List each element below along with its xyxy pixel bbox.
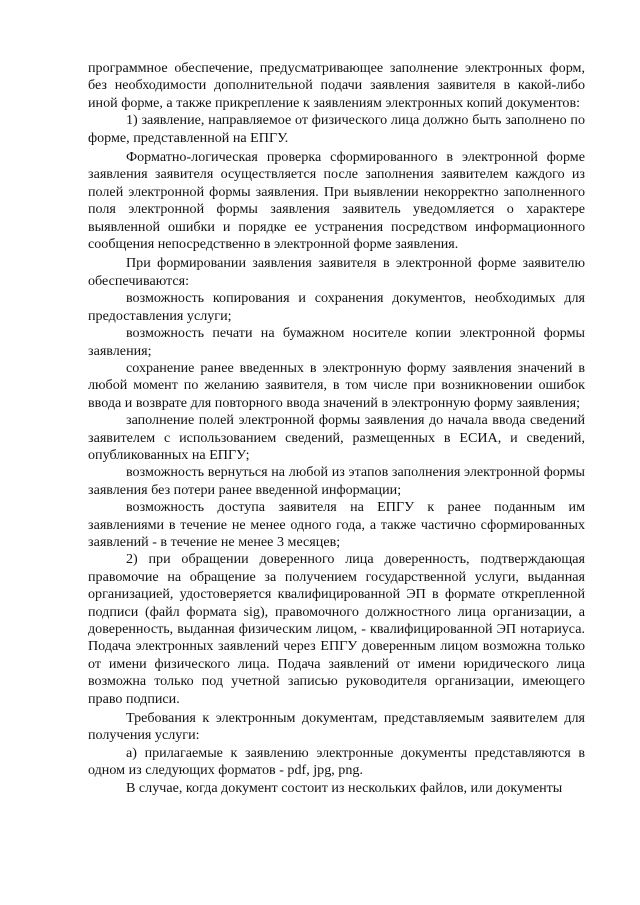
- document-page: [88, 60, 585, 797]
- list-item: сохранение ранее введенных в электронную форму заявления значений в любой момент по желанию заявителя, в том числе при возникновении ошибок ввода и возврате для повторного ввода значений в электронную форму заявления;: [88, 359, 585, 411]
- paragraph: В случае, когда документ состоит из нескольких файлов, или документы: [126, 779, 563, 796]
- paragraph: При формировании заявления заявителя в электронной форме заявителю обеспечиваются:: [88, 255, 585, 289]
- paragraph: 2) при обращении доверенного лица доверенность, подтверждающая правомочие на обращение за получением государственной услуги, выданная организацией, удостоверяется квалифицированной ЭП в формате открепленной подписи (файл формата sig), правомочного должностного лица организации, а доверенность, выданная физическим лицом, - квалифицированной ЭП нотариуса. Подача электронных заявлений через ЕПГУ доверенным лицом возможна только от имени физического лица. Подача заявлений от имени юридического лица возможна только под учетной записью руководителя организации, имеющего право подписи.: [88, 551, 585, 707]
- list-item: возможность печати на бумажном носителе копии электронной формы заявления;: [88, 325, 585, 359]
- paragraph: 1) заявление, направляемое от физического лица должно быть заполнено по форме, представленной на ЕПГУ.: [88, 112, 585, 146]
- paragraph: Требования к электронным документам, представляемым заявителем для получения услуги:: [88, 710, 585, 744]
- paragraph: Форматно-логическая проверка сформированного в электронной форме заявления заявителя осуществляется после заполнения заявителем каждого из полей электронной формы заявления. При выявлении некорректно заполненного поля электронной формы заявления заявитель уведомляется о характере выявленной ошибки и порядке ее устранения посредством информационного сообщения непосредственно в электронной форме заявления.: [88, 149, 585, 253]
- list-item: заполнение полей электронной формы заявления до начала ввода сведений заявителем с использованием сведений, размещенных в ЕСИА, и сведений, опубликованных на ЕПГУ;: [88, 412, 585, 463]
- list-item: а) прилагаемые к заявлению электронные документы представляются в одном из следующих форматов - pdf, jpg, png.: [88, 744, 585, 779]
- paragraph: программное обеспечение, предусматривающее заполнение электронных форм, без необходимости дополнительной подачи заявления заявителя в какой-либо иной форме, а также прикрепление к заявлениям электронных копий документов:: [88, 60, 585, 111]
- list-item: возможность копирования и сохранения документов, необходимых для предоставления услуги;: [88, 290, 585, 324]
- list-item: возможность вернуться на любой из этапов заполнения электронной формы заявления без потери ранее введенной информации;: [88, 464, 585, 498]
- list-item: возможность доступа заявителя на ЕПГУ к ранее поданным им заявлениями в течение не менее одного года, а также частично сформированных заявлений - в течение не менее 3 месяцев;: [88, 499, 585, 550]
